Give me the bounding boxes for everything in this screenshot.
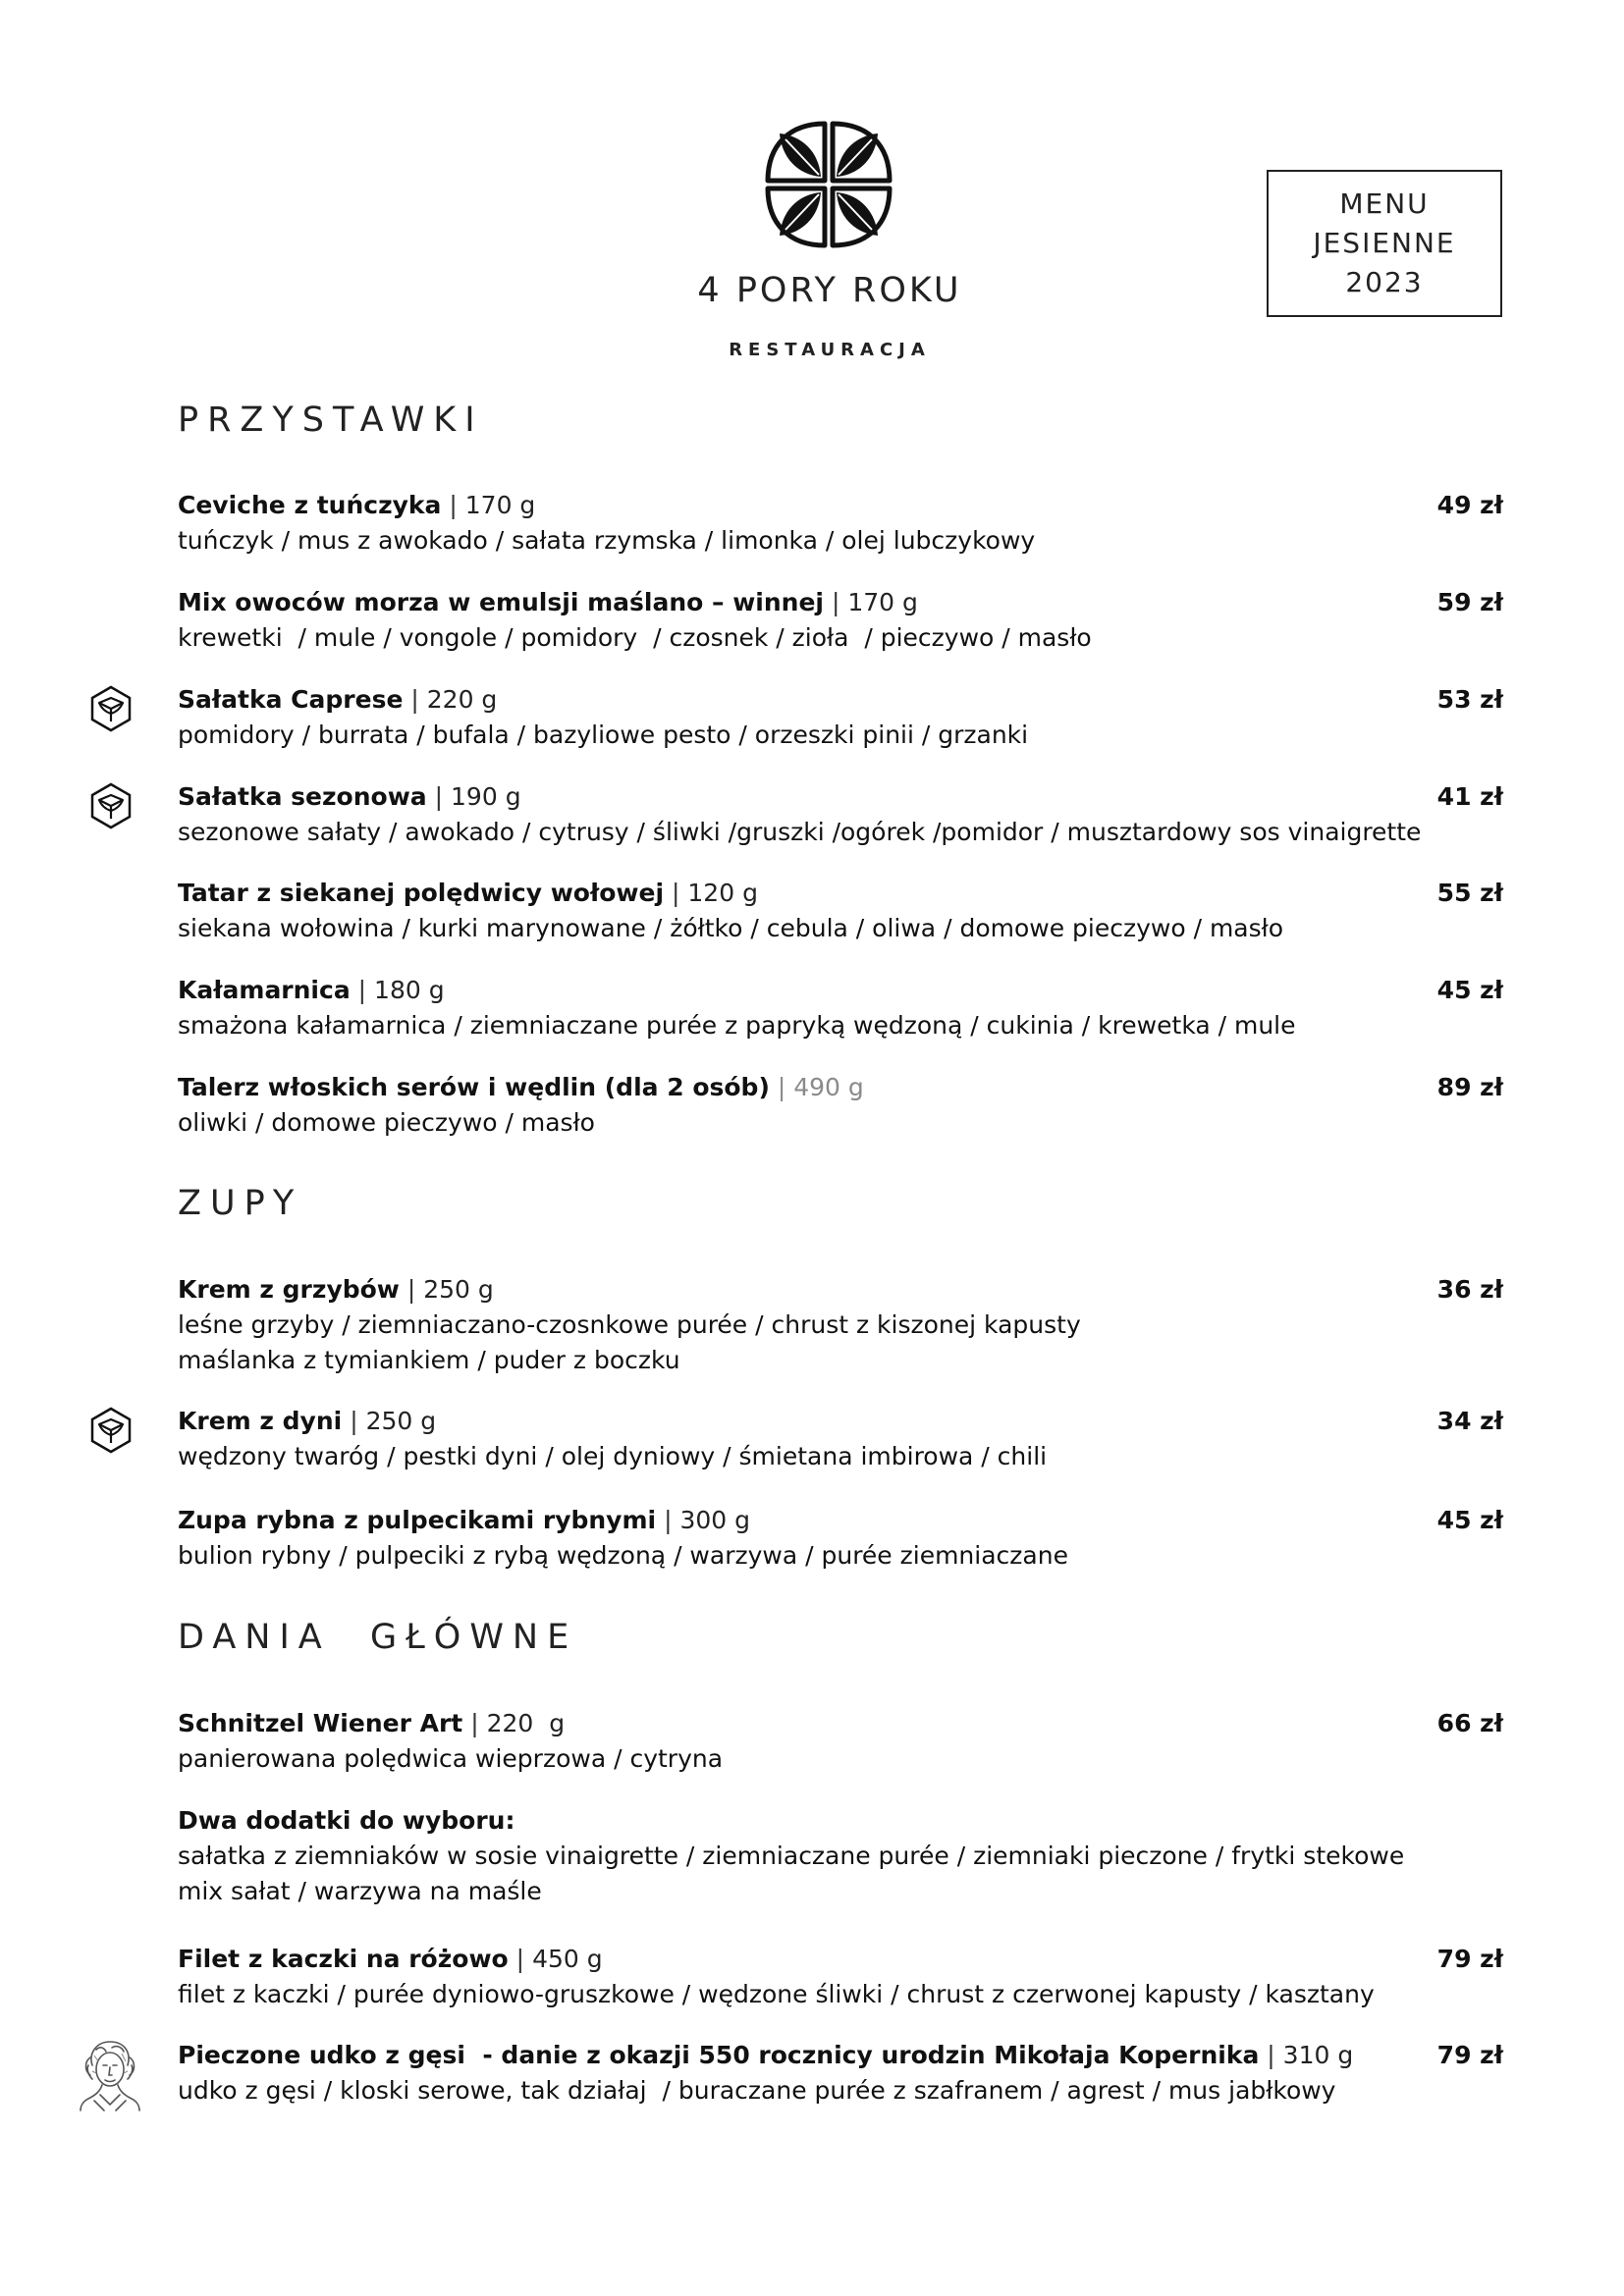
item-description: filet z kaczki / purée dyniowo-gruszkowe / wędzone śliwki / chrust z czerwonej kapusty / kasztany [178,1980,1375,2008]
item-price: 41 zł [1436,782,1503,811]
item-name: Ceviche z tuńczyka [178,491,442,519]
item-description: maślanka z tymiankiem / puder z boczku [178,1346,680,1374]
menu-item [178,876,1503,946]
item-separator: | [664,1506,673,1534]
item-weight: 450 g [532,1945,603,1973]
item-description: panierowana polędwica wieprzowa / cytryna [178,1744,724,1773]
item-separator: | [1267,2041,1275,2069]
menu-season-box [1267,170,1502,317]
menu-item [178,682,1503,753]
item-weight: 190 g [451,782,521,811]
item-separator: | [357,976,367,1004]
item-weight: 300 g [679,1506,750,1534]
item-description: udko z gęsi / kloski serowe, tak działaj / buraczane purée z szafranem / agrest / mus jabłkowy [178,2076,1336,2105]
menu-item [178,973,1503,1043]
item-separator: | [515,1945,525,1973]
menu-item [178,488,1503,559]
item-price: 79 zł [1436,2041,1503,2069]
item-weight: 220 g [426,685,498,714]
item-description: sezonowe sałaty / awokado / cytrusy / śliwki /gruszki /ogórek /pomidor / musztardowy sos vinaigrette [178,818,1422,846]
item-description: oliwki / domowe pieczywo / masło [178,1108,595,1137]
item-description: sałatka z ziemniaków w sosie vinaigrette / ziemniaczane purée / ziemniaki pieczone / frytki stekowe [178,1842,1405,1870]
item-weight: 170 g [847,588,918,616]
item-name: Zupa rybna z pulpecikami rybnymi [178,1506,657,1534]
menu-item [178,1706,1503,1777]
item-name: Pieczone udko z gęsi - danie z okazji 550 rocznicy urodzin Mikołaja Kopernika [178,2041,1260,2069]
section-title-przystawki: PRZYSTAWKI [178,400,484,440]
menu-item [178,1942,1503,2012]
item-weight: 310 g [1282,2041,1354,2069]
item-separator: | [831,588,840,616]
item-name: Sałatka sezonowa [178,782,427,811]
side-dishes-block [178,1803,1503,1909]
vegetarian-icon [86,684,135,733]
item-weight: 220 g [486,1709,566,1737]
item-name: Sałatka Caprese [178,685,404,714]
item-weight: 120 g [687,879,758,907]
item-name: Mix owoców morza w emulsji maślano – winnej [178,588,824,616]
item-description: krewetki / mule / vongole / pomidory / czosnek / zioła / pieczywo / masło [178,623,1092,652]
item-weight: 170 g [464,491,536,519]
menu-box-line: MENU [1339,187,1430,220]
menu-box-line: JESIENNE [1313,227,1456,259]
item-description: bulion rybny / pulpeciki z rybą wędzoną / warzywa / purée ziemniaczane [178,1541,1068,1570]
vegetarian-icon [86,1406,135,1455]
item-name: Krem z dyni [178,1407,343,1435]
item-weight: 250 g [423,1275,494,1304]
item-description: tuńczyk / mus z awokado / sałata rzymska / limonka / olej lubczykowy [178,526,1036,555]
item-price: 34 zł [1436,1407,1503,1435]
item-separator: | [470,1709,479,1737]
item-separator: | [350,1407,358,1435]
menu-item [178,2038,1503,2109]
item-description: leśne grzyby / ziemniaczano-czosnkowe purée / chrust z kiszonej kapusty [178,1310,1081,1339]
menu-item [178,1404,1503,1474]
item-separator: | [777,1073,786,1101]
item-name: Schnitzel Wiener Art [178,1709,463,1737]
item-price: 79 zł [1436,1945,1503,1973]
item-separator: | [672,879,680,907]
section-title-zupy: ZUPY [178,1184,303,1223]
item-price: 89 zł [1436,1073,1503,1101]
item-price: 66 zł [1436,1709,1503,1737]
item-separator: | [410,685,419,714]
item-description: wędzony twaróg / pestki dyni / olej dyniowy / śmietana imbirowa / chili [178,1442,1048,1470]
section-title-dania-glowne: DANIA GŁÓWNE [178,1618,578,1657]
item-weight: 180 g [374,976,445,1004]
item-name: Kałamarnica [178,976,351,1004]
four-leaves-logo-icon [762,118,895,251]
menu-box-line: 2023 [1345,266,1424,298]
item-price: 45 zł [1436,1506,1503,1534]
item-price: 36 zł [1436,1275,1503,1304]
item-price: 59 zł [1436,588,1503,616]
vegetarian-icon [86,781,135,830]
item-weight: 250 g [365,1407,437,1435]
item-name: Dwa dodatki do wyboru: [178,1806,515,1835]
item-price: 55 zł [1436,879,1503,907]
menu-item [178,779,1503,850]
restaurant-subtitle: RESTAURACJA [729,340,931,360]
item-name: Tatar z siekanej polędwicy wołowej [178,879,665,907]
menu-item [178,1503,1503,1574]
item-name: Talerz włoskich serów i wędlin (dla 2 osób) [178,1073,770,1101]
copernicus-portrait-icon [75,2036,145,2112]
item-description: smażona kałamarnica / ziemniaczane purée z papryką wędzoną / cukinia / krewetka / mule [178,1011,1296,1040]
menu-item [178,1070,1503,1141]
item-description: pomidory / burrata / bufala / bazyliowe pesto / orzeszki pinii / grzanki [178,721,1029,749]
restaurant-name: 4 PORY ROKU [697,271,962,310]
item-price: 45 zł [1436,976,1503,1004]
item-description: siekana wołowina / kurki marynowane / żółtko / cebula / oliwa / domowe pieczywo / masło [178,914,1284,942]
item-separator: | [449,491,458,519]
item-weight: 490 g [793,1073,864,1101]
item-name: Filet z kaczki na różowo [178,1945,509,1973]
menu-item [178,585,1503,656]
item-name: Krem z grzybów [178,1275,400,1304]
item-price: 53 zł [1436,685,1503,714]
item-separator: | [434,782,444,811]
item-description: mix sałat / warzywa na maśle [178,1877,542,1905]
menu-item [178,1272,1503,1378]
item-separator: | [406,1275,416,1304]
item-price: 49 zł [1436,491,1503,519]
